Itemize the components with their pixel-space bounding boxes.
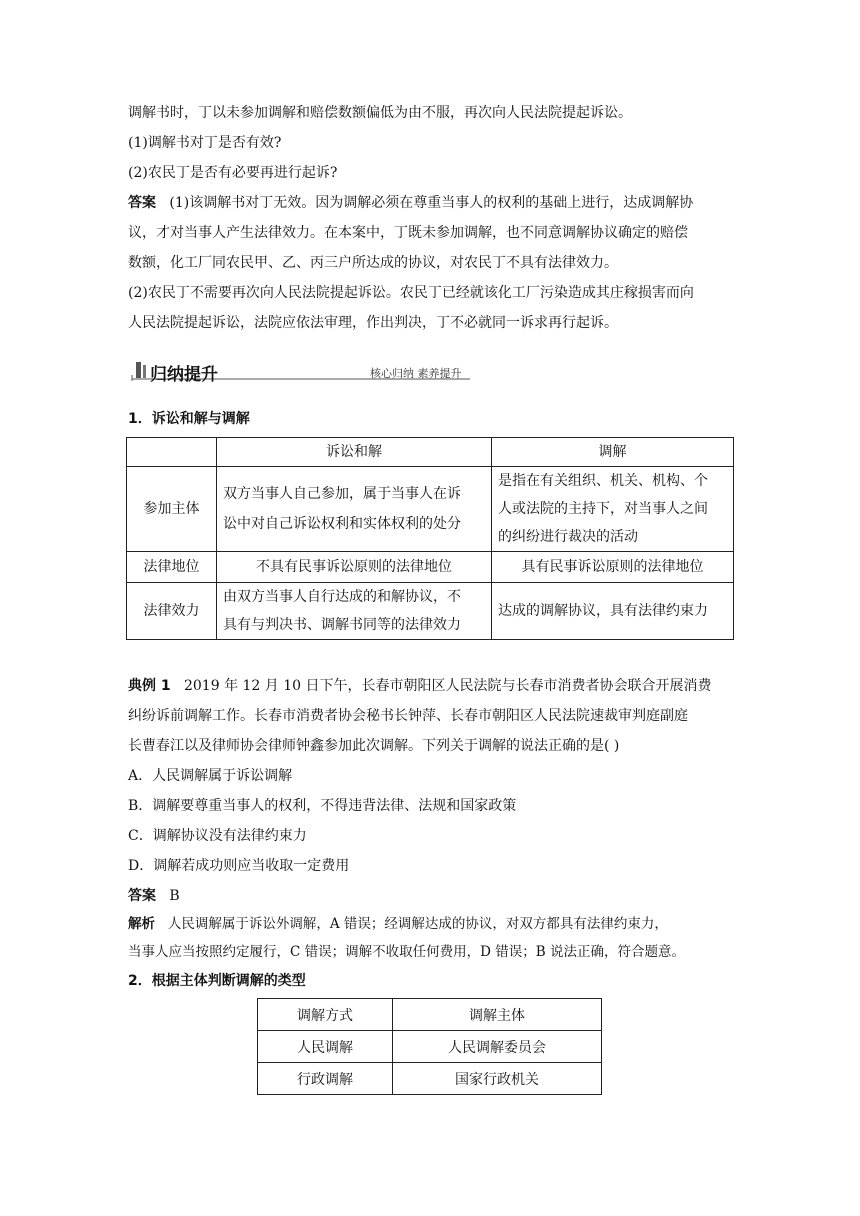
section-banner bbox=[120, 360, 470, 385]
table-cell: 不具有民事诉讼原则的法律地位 bbox=[217, 552, 492, 583]
mediation-type-table bbox=[257, 998, 602, 1095]
table-cell bbox=[217, 467, 492, 552]
option-d: D．调解若成功则应当收取一定费用 bbox=[128, 858, 350, 874]
row-label: 法律效力 bbox=[127, 583, 217, 640]
table-row bbox=[127, 467, 734, 552]
answer-value: B bbox=[169, 888, 180, 904]
option-c: C．调解协议没有法律约束力 bbox=[128, 828, 307, 844]
cell-line: 人或法院的主持下，对当事人之间 bbox=[498, 501, 708, 517]
row-label: 法律地位 bbox=[127, 552, 217, 583]
example-answer bbox=[128, 886, 180, 906]
table-cell: 人民调解 bbox=[258, 1031, 393, 1063]
cell-line: 的纠纷进行裁决的活动 bbox=[498, 529, 638, 545]
example-text-1: 2019 年 12 月 10 日下午，长春市朝阳区人民法院与长春市消费者协会联合开展消费 bbox=[183, 678, 712, 694]
table-row bbox=[258, 1031, 602, 1063]
option-a: A．人民调解属于诉讼调解 bbox=[128, 768, 293, 784]
answer-line-2: 议，才对当事人产生法律效力。在本案中，丁既未参加调解，也不同意调解协议确定的赔偿 bbox=[128, 225, 688, 241]
cell-line: 讼中对自己诉讼权利和实体权利的处分 bbox=[223, 516, 461, 532]
cell-line: 双方当事人自己参加，属于当事人在诉 bbox=[223, 486, 461, 502]
answer-label: 答案 bbox=[128, 888, 156, 904]
row-label: 参加主体 bbox=[127, 467, 217, 552]
question-2: (2)农民丁是否有必要再进行起诉? bbox=[128, 165, 338, 181]
comparison-table bbox=[126, 437, 734, 640]
table-cell bbox=[217, 583, 492, 640]
table-header-cell: 调解主体 bbox=[393, 999, 602, 1031]
table-cell: 人民调解委员会 bbox=[393, 1031, 602, 1063]
example-line-2: 纠纷诉前调解工作。长春市消费者协会秘书长钟萍、长春市朝阳区人民法院速裁审判庭副庭 bbox=[128, 708, 688, 724]
cell-line: 具有与判决书、调解书同等的法律效力 bbox=[223, 617, 461, 633]
analysis-line-1 bbox=[128, 914, 668, 934]
analysis-line-2: 当事人应当按照约定履行，C 错误；调解不收取任何费用，D 错误；B 说法正确，符合题意。 bbox=[128, 944, 685, 960]
answer-line-5: 人民法院提起诉讼，法院应依法审理，作出判决，丁不必就同一诉求再行起诉。 bbox=[128, 315, 618, 331]
answer-text-1: (1)该调解书对丁无效。因为调解必须在尊重当事人的权利的基础上进行，达成调解协 bbox=[169, 195, 694, 211]
table-cell: 具有民事诉讼原则的法律地位 bbox=[492, 552, 734, 583]
table-cell: 国家行政机关 bbox=[393, 1063, 602, 1095]
section1-heading: 1．诉讼和解与调解 bbox=[128, 411, 250, 427]
answer-line-1 bbox=[128, 193, 693, 213]
answer-label: 答案 bbox=[128, 195, 156, 211]
cell-line: 由双方当事人自行达成的和解协议，不 bbox=[223, 589, 461, 605]
table-row bbox=[127, 552, 734, 583]
answer-line-3: 数额，化工厂同农民甲、乙、丙三户所达成的协议，对农民丁不具有法律效力。 bbox=[128, 255, 618, 271]
example-line-3: 长曹春江以及律师协会律师钟鑫参加此次调解。下列关于调解的说法正确的是( ) bbox=[128, 738, 620, 754]
option-b: B．调解要尊重当事人的权利，不得违背法律、法规和国家政策 bbox=[128, 798, 517, 814]
cell-line: 是指在有关组织、机关、机构、个 bbox=[498, 473, 708, 489]
section2-heading: 2．根据主体判断调解的类型 bbox=[128, 973, 306, 989]
analysis-text-1: 人民调解属于诉讼外调解，A 错误；经调解达成的协议，对双方都具有法律约束力， bbox=[167, 916, 668, 932]
table-row bbox=[258, 1063, 602, 1095]
table-cell: 达成的调解协议，具有法律约束力 bbox=[492, 583, 734, 640]
table-header-cell: 诉讼和解 bbox=[217, 438, 492, 467]
banner-subtitle: 核心归纳 素养提升 bbox=[370, 367, 462, 380]
analysis-label: 解析 bbox=[128, 916, 155, 932]
example-line-1 bbox=[128, 676, 712, 696]
table-cell bbox=[492, 467, 734, 552]
table-header-cell: 调解 bbox=[492, 438, 734, 467]
table-header-row bbox=[258, 999, 602, 1031]
table-header-cell: 调解方式 bbox=[258, 999, 393, 1031]
table-header-cell bbox=[127, 438, 217, 467]
answer-line-4: (2)农民丁不需要再次向人民法院提起诉讼。农民丁已经就该化工厂污染造成其庄稼损害而向 bbox=[128, 285, 694, 301]
question-1: (1)调解书对丁是否有效? bbox=[128, 135, 282, 151]
banner-title: 归纳提升 bbox=[150, 365, 218, 385]
intro-line: 调解书时，丁以未参加调解和赔偿数额偏低为由不服，再次向人民法院提起诉讼。 bbox=[128, 105, 632, 121]
example-label: 典例 1 bbox=[128, 678, 171, 694]
table-header-row bbox=[127, 438, 734, 467]
table-cell: 行政调解 bbox=[258, 1063, 393, 1095]
table-row bbox=[127, 583, 734, 640]
